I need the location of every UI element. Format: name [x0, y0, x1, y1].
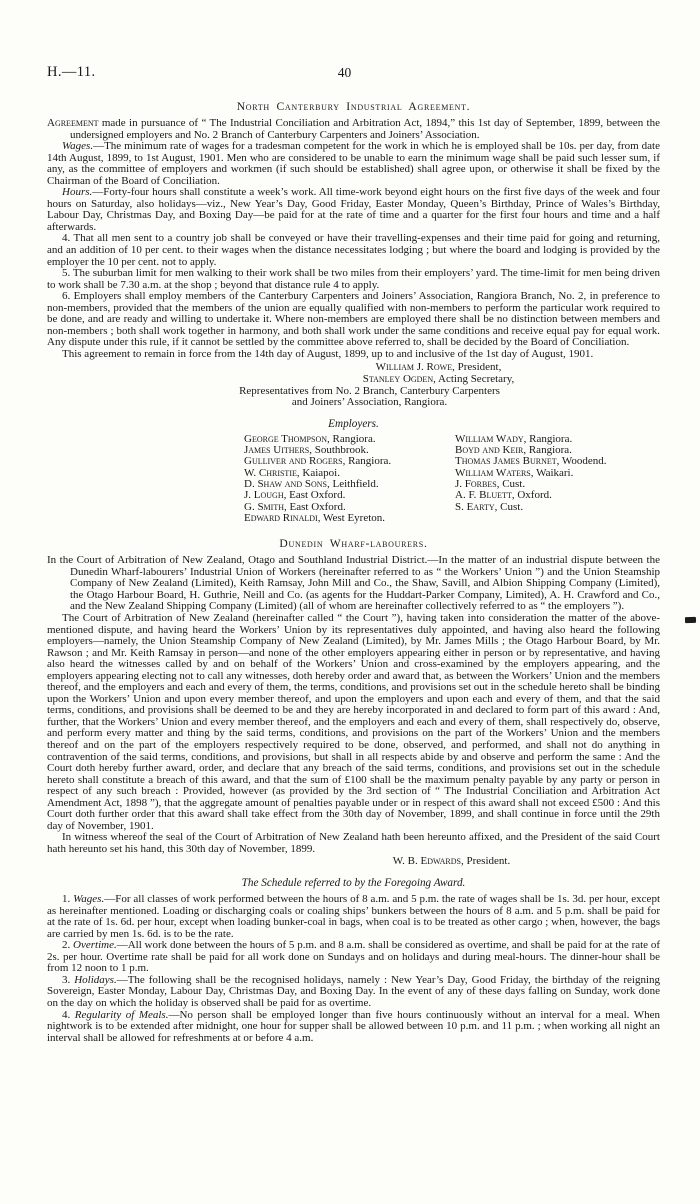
signature-line [47, 374, 660, 386]
agreement-lead-word: Agreement [47, 117, 99, 129]
clause-number: 4. [62, 1008, 75, 1021]
clause-lead-word: Regularity of Meals. [74, 1008, 169, 1021]
signatory-role: , President, [452, 361, 502, 374]
employer-place: , East Oxford. [284, 500, 346, 513]
employer-name: W. Christie [244, 466, 297, 479]
employer-name: S. Earty [455, 500, 495, 513]
employer-name: James Uithers [244, 444, 310, 457]
agreement-signature-block [47, 362, 660, 408]
signatory-name: William J. Rowe [375, 361, 453, 374]
clause-4-paragraph: 4. That all men sent to a country job shall be conveyed or have their travelling-expenses and their time paid for going and returning, and an addition of 10 per cent. to their wages when the distance necessitates lodging ; but where the board and lodging is provided by the employer the 10 per cent. not to apply. [47, 232, 660, 268]
employer-place: , West Eyreton. [317, 511, 386, 524]
employer-name: George Thompson [244, 432, 327, 445]
employer-place: , Cust. [494, 500, 524, 513]
schedule-clause-holidays [47, 975, 660, 1010]
employer-place: , Oxford. [511, 489, 552, 502]
witness-paragraph: In witness whereof the seal of the Court of Arbitration of New Zealand hath been hereunto affixed, and the President of the said Court hath hereunto set his hand, this 30th day of November, 1899. [47, 831, 660, 855]
employers-heading: Employers. [328, 417, 379, 430]
employer-place: , Woodend. [556, 455, 607, 468]
clause-5-paragraph: 5. The suburban limit for men walking to their work shall be two miles from their employers’ yard. The time-limit for men being driven to work shall be 7.30 a.m. at the shop ; beyond that distance rule 4 to apply. [47, 267, 660, 291]
employers-list [244, 434, 660, 524]
clause-text: —All work done between the hours of 5 p.m. and 8 a.m. shall be considered as overtime, and shall be paid for at the rate of 2s. per hour. Overtime rate shall be paid for all work done on Sundays and on holidays and during meal-hours. The dinner-hour shall be from 12 noon to 1 p.m. [47, 939, 660, 975]
clause-number: 1. [62, 893, 74, 906]
schedule-clause-overtime [47, 940, 660, 975]
employer-name: J. Lough [244, 489, 284, 502]
employer-place: , Kaiapoi. [296, 466, 340, 479]
signature-line [47, 362, 660, 374]
document-reference: H.—11. [47, 64, 96, 80]
employer-place: , Waikari. [530, 466, 574, 479]
award-signature-line [47, 856, 660, 868]
employer-name: Edward Rinaldi [244, 511, 318, 524]
employer-place: , Rangiora. [342, 455, 392, 468]
schedule-heading: The Schedule referred to by the Foregoing Award. [241, 877, 466, 890]
clause-lead-word: Wages. [73, 893, 105, 906]
clause-text: —The following shall be the recognised holidays, namely : New Year’s Day, Good Friday, the birthday of the reigning Sovereign, Easter Monday, Labour Day, Christmas Day, and Boxing Day. In the event of any of these days falling on Sunday, work done on the day on which the holiday is observed shall be paid for as overtime. [47, 973, 660, 1009]
clause-text: —For all classes of work performed between the hours of 8 a.m. and 5 p.m. the rate of wages shall be 1s. 3d. per hour, except as hereinafter mentioned. Loading or discharging coals or coaling ships’ bunkers between the hours of 8 a.m. and 5 p.m. shall be paid for at the rate of 1s. 6d. per hour, except when loading bunker-coal in bags, when coal is to be treated as other cargo ; when, however, the bags are carried by men 1s. 6d. is to be the rate. [47, 893, 660, 940]
hours-paragraph [47, 187, 660, 233]
clause-number: 2. [62, 939, 74, 952]
wages-text: —The minimum rate of wages for a tradesman competent for the work in which he is employed shall be 10s. per day, from date 14th August, 1899, to 1st August, 1901. Men who are considered to be unable to earn the minimum wage shall be paid such lesser sum, if any, as the committee of employers and workmen (if such should be established) shall agree upon, or otherwise it shall be fixed by the Chairman of the Board of Conciliation. [47, 140, 660, 187]
employer-name: G. Smith [244, 500, 285, 513]
employer-name: Boyd and Keir [455, 444, 524, 457]
award-heading: Dunedin Wharf-labourers. [279, 537, 428, 551]
clause-lead-word: Overtime. [73, 939, 117, 952]
wages-paragraph [47, 141, 660, 187]
duration-paragraph: This agreement to remain in force from the 14th day of August, 1899, up to and inclusive of the 1st day of August, 1901. [62, 347, 594, 360]
employer-name: D. Shaw and Sons [244, 478, 327, 491]
schedule-clause-wages [47, 894, 660, 940]
employer-entry [455, 502, 607, 513]
signatory-role: , Acting Secretary, [433, 373, 515, 386]
representatives-line: and Joiners’ Association, Rangiora. [291, 396, 448, 409]
wages-lead-word: Wages. [62, 140, 94, 153]
representatives-line: Representatives from No. 2 Branch, Canterbury Carpenters [239, 384, 500, 397]
employer-name: Gulliver and Rogers [244, 455, 343, 468]
clause-number: 3. [62, 973, 75, 986]
page-header [47, 64, 660, 82]
agreement-intro-text: made in pursuance of “ The Industrial Conciliation and Arbitration Act, 1894,” this 1st day of September, 1899, between the undersigned employers and No. 2 Branch of Canterbury Carpenters and Joiners’ Association. [70, 117, 660, 141]
signatory-role: , President. [461, 855, 511, 868]
hours-lead-word: Hours. [62, 186, 93, 199]
agreement-intro-paragraph [47, 118, 660, 141]
page-number: 40 [337, 65, 352, 80]
employer-place: , Rangiora. [327, 432, 376, 445]
scan-edge-artifact [685, 617, 696, 623]
signatory-name: W. B. Edwards [392, 855, 461, 868]
employer-place: , Rangiora. [523, 444, 572, 457]
employer-place: , Southbrook. [309, 444, 369, 457]
clause-6-paragraph: 6. Employers shall employ members of the Canterbury Carpenters and Joiners’ Association, Rangiora Branch, No. 2, in preference to non-members, provided that the members of the union are equally qualified with non-members to perform the particular work required to be done, and are ready and willing to undertake it. Where non-members are employed there shall be no distinction between members and non-members ; both shall work together in harmony, and both shall work under the same conditions and receive equal pay for equal work. Any dispute under this rule, if it cannot be settled by the committee above referred to, shall be decided by the Board of Conciliation. [47, 290, 660, 349]
employer-name: William Wady [455, 432, 524, 445]
clause-text: —No person shall be employed longer than five hours continuously without an interval for a meal. When nightwork is to be extended after midnight, one hour for supper shall be allowed between 10 p.m. and 11 p.m. ; when working all night an interval shall be allowed for refreshments at or before 4 a.m. [47, 1008, 661, 1044]
schedule-clause-meals [47, 1010, 660, 1045]
court-matter-paragraph: In the Court of Arbitration of New Zealand, Otago and Southland Industrial District.—In the matter of an industrial dispute between the Dunedin Wharf-labourers’ Industrial Union of Workers (hereinafter referred to as “ the Workers’ Union ”) and the Union Steamship Company of New Zealand (Limited), Keith Ramsay, John Mill and Co., the Shaw, Savill, and Albion Shipping Company (Limited), the Otago Harbour Board, H. Guthrie, Neill and Co. (as agents for the Huddart-Parker Company, Limited), A. H. Crawford and Co., and the New Zealand Shipping Company (Limited) (all of whom are hereinafter collectively referred to as “ the employers ”). [47, 554, 660, 613]
employer-name: William Waters [455, 466, 531, 479]
clause-lead-word: Holidays. [74, 973, 117, 986]
employer-name: A. F. Bluett [455, 489, 512, 502]
award-order-paragraph: The Court of Arbitration of New Zealand (hereinafter called “ the Court ”), having taken into consideration the matter of the above-mentioned dispute, and having heard the Workers’ Union by its representatives duly appointed, and having also heard the following employers—namely, the Union Steamship Company of New Zealand (Limited), by Mr. James Mills ; the Otago Harbour Board, by Mr. Rawson ; and Mr. Keith Ramsay in person—and none of the other employers appearing either in person or by representative, and having also heard the witnesses called by and on behalf of the Workers’ Union and cross-examined by the employers appearing, and the employers appearing electing not to call any witnesses, doth hereby order and award that, as between the Workers’ Union and the members thereof, and the employers and each and every of them, the terms, conditions, and provisions set out in the schedule hereto shall be binding upon the Workers’ Union and upon every member thereof, and upon the employers and upon each and every of them, and that the said terms, conditions, and provisions shall be deemed to be and they are hereby incorporated in and declared to form part of this award : And, further, that the Workers’ Union and every member thereof, and the employers and each and every of them, shall respectively do, observe, and perform every matter and thing by the said terms, conditions, and provisions on the part of the Workers’ Union and the members thereof and on the part of the employers respectively required to be done, observed, and performed, and shall not do anything in contravention of the said terms, conditions, and provisions, but shall in all respects abide by and observe and perform the same : And the Court doth hereby further award, order, and declare that any breach of the said terms, conditions, and provisions set out in the schedule hereto shall constitute a breach of this award, and that the sum of £100 shall be the maximum penalty payable by any party or person in respect of any such breach : Provided, however (as provided by the 3rd section of “ The Industrial Conciliation and Arbitration Act Amendment Act, 1898 ”), that the aggregate amount of penalties payable under or in respect of this award shall not exceed £500 : And this Court doth further order that this award shall take effect from the 30th day of November, 1899, and shall continue in force until the 29th day of November, 1901. [47, 611, 660, 832]
employer-entry [244, 513, 455, 524]
employer-place: , Rangiora. [523, 432, 573, 445]
employer-name: J. Forbes [455, 478, 497, 491]
agreement-heading: North Canterbury Industrial Agreement. [236, 100, 471, 113]
text-block [47, 64, 660, 1044]
signatory-name: Stanley Ogden [362, 373, 434, 386]
employers-column-left [244, 434, 455, 524]
employer-place: , Leithfield. [326, 478, 379, 491]
employers-column-right [455, 434, 607, 524]
employer-place: , Cust. [496, 478, 526, 491]
hours-text: —Forty-four hours shall constitute a week’s work. All time-work beyond eight hours on the first five days of the week and four hours on Saturday, also holidays—viz., New Year’s Day, Good Friday, Easter Monday, Queen’s Birthday, Prince of Wales’s Birthday, Labour Day, Christmas Day, and Boxing Day—be paid for at the rate of time and a quarter for the first four hours and time and a half afterwards. [47, 186, 660, 233]
employer-name: Thomas James Burnet [455, 455, 557, 468]
employer-place: , East Oxford. [283, 489, 346, 502]
